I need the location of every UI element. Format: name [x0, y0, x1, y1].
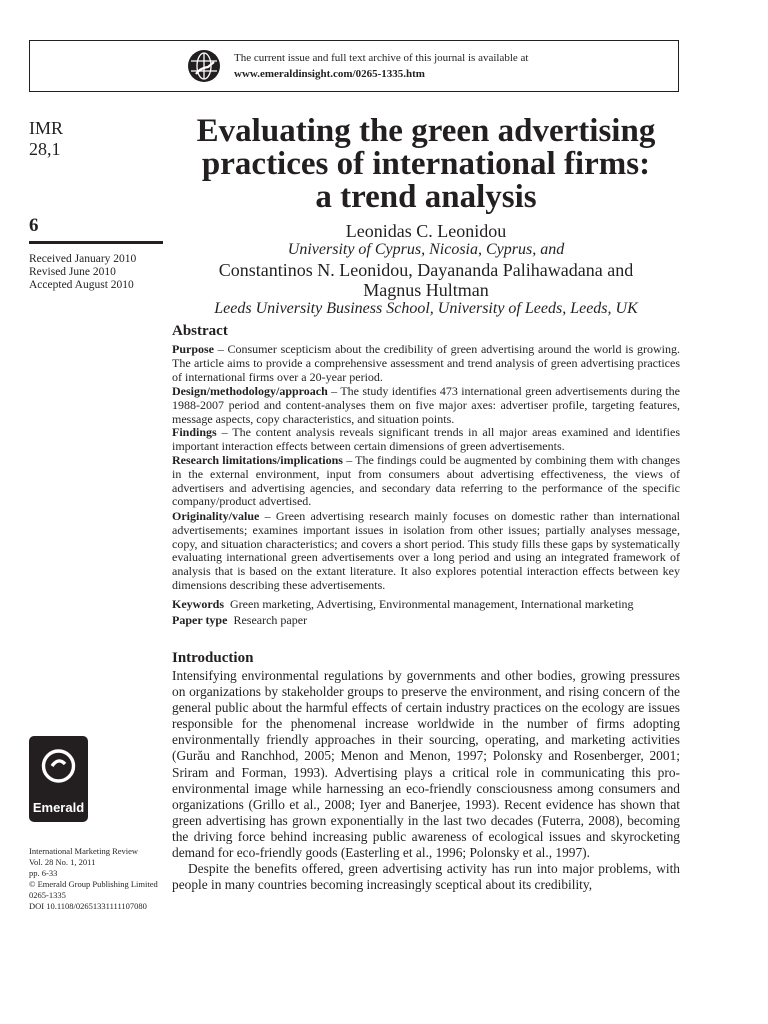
issn: 0265-1335 — [29, 890, 66, 900]
keywords — [172, 597, 680, 611]
journal-name: International Marketing Review — [29, 846, 139, 856]
accepted-date: Accepted August 2010 — [29, 279, 134, 291]
keywords-label: Keywords — [172, 597, 224, 611]
introduction-body — [172, 668, 680, 893]
abstract-heading: Abstract — [172, 323, 228, 339]
abstract-design — [172, 385, 680, 426]
globe-icon — [187, 49, 221, 83]
article-title-line-3: a trend analysis — [315, 179, 537, 215]
abstract-limitations — [172, 454, 680, 509]
abstract-label: Purpose — [172, 342, 214, 356]
abstract-label: Findings — [172, 425, 217, 439]
copyright: © Emerald Group Publishing Limited — [29, 879, 158, 889]
page-number: 6 — [29, 215, 39, 236]
emerald-logo — [29, 736, 88, 822]
abstract-label: Originality/value — [172, 509, 260, 523]
article-title-line-1: Evaluating the green advertising — [196, 113, 656, 149]
journal-abbreviation: IMR — [29, 118, 64, 138]
paper-type-text: Research paper — [233, 613, 308, 627]
intro-paragraph-2: Despite the benefits offered, green advertising activity has run into major problems, with people in many countries becoming increasingly sceptical about its credibility, — [172, 861, 680, 893]
doi: DOI 10.1108/02651331111107080 — [29, 901, 147, 911]
abstract-text: – The study identifies 473 international green advertisements during the 1988-2007 period and content-analyses them on five major axes: advertiser profile, targeting features, message aspects, copy characteristics, and situation points. — [172, 384, 680, 426]
abstract-label: Research limitations/implications — [172, 453, 343, 467]
paper-type-label: Paper type — [172, 613, 228, 627]
abstract-text: – Green advertising research mainly focuses on domestic rather than international advertisements; examines important issues in isolation from other issues; partially analyses message, copy, and situation characteristics; and covers a short period. This study fills these gaps by systematically evaluating international green advertisements over a long period and using an integrated framework of analysis that is based on the extant literature. It also explores potential interaction effects between key dimensions describing these advertisements. — [172, 509, 680, 592]
abstract-purpose — [172, 343, 680, 384]
page-range: pp. 6-33 — [29, 868, 58, 878]
logo-wordmark: Emerald — [32, 800, 85, 815]
authors-2-line-1: Constantinos N. Leonidou, Dayananda Palihawadana and — [218, 260, 634, 280]
abstract-originality — [172, 510, 680, 593]
intro-paragraph-1: Intensifying environmental regulations by governments and other bodies, growing pressures on organizations by stakeholder groups to preserve the environment, and rising concern of the general public about the harmful effects of certain industry practices on the ecology are issues responsible for the phenomenal increase worldwide in the number of firms adopting environmentally friendly approaches in their sourcing, operating, and marketing activities (Gurău and Ranchhod, 2005; Menon and Menon, 1997; Polonsky and Rosenberger, 2001; Sriram and Forman, 1993). Advertising plays a critical role in communicating this pro-environmental image while harnessing an eco-friendly consciousness among consumers and organizations (Grillo et al., 2008; Iyer and Banerjee, 1993). Recent evidence has shown that green advertising has grown exponentially in the last two decades (Futerra, 2008), becoming the driving force behind increasing public awareness of ecological issues and skyrocketing demand for eco-friendly goods (Easterling et al., 1996; Polonsky et al., 1997). — [172, 668, 680, 861]
authors-2-line-2: Magnus Hultman — [363, 280, 489, 300]
keywords-text: Green marketing, Advertising, Environmental management, International marketing — [230, 597, 634, 611]
journal-access-banner — [29, 40, 679, 92]
abstract-findings — [172, 426, 680, 454]
received-date: Received January 2010 — [29, 253, 137, 265]
introduction-heading: Introduction — [172, 650, 254, 666]
affiliation-2: Leeds University Business School, University of Leeds, Leeds, UK — [214, 300, 638, 317]
abstract-text: – Consumer scepticism about the credibility of green advertising around the world is growing. The article aims to provide a comprehensive assessment and trend analysis of green advertising practices of international firms over a 20-year period. — [172, 342, 680, 384]
banner-text: The current issue and full text archive of this journal is available at — [234, 52, 529, 64]
divider — [29, 241, 163, 244]
journal-volume-issue: 28,1 — [29, 139, 61, 159]
banner-url-link[interactable]: www.emeraldinsight.com/0265-1335.htm — [234, 68, 425, 80]
paper-type — [172, 613, 680, 627]
emerald-logo-icon — [37, 742, 80, 794]
abstract-text: – The content analysis reveals significant trends in all major areas examined and identifies important interaction effects between certain dimensions of green advertisements. — [172, 425, 680, 453]
article-title-line-2: practices of international firms: — [201, 146, 651, 182]
revised-date: Revised June 2010 — [29, 266, 116, 278]
abstract-label: Design/methodology/approach — [172, 384, 328, 398]
volume-info: Vol. 28 No. 1, 2011 — [29, 857, 96, 867]
author-1: Leonidas C. Leonidou — [345, 221, 507, 241]
abstract-text: – The findings could be augmented by combining them with changes in the external environment, input from consumers about advertising effectiveness, the views of advertisers and advertising agencies, and secondary data referring to the performance of the specific company/product advertised. — [172, 453, 680, 509]
affiliation-1: University of Cyprus, Nicosia, Cyprus, and — [287, 241, 565, 258]
